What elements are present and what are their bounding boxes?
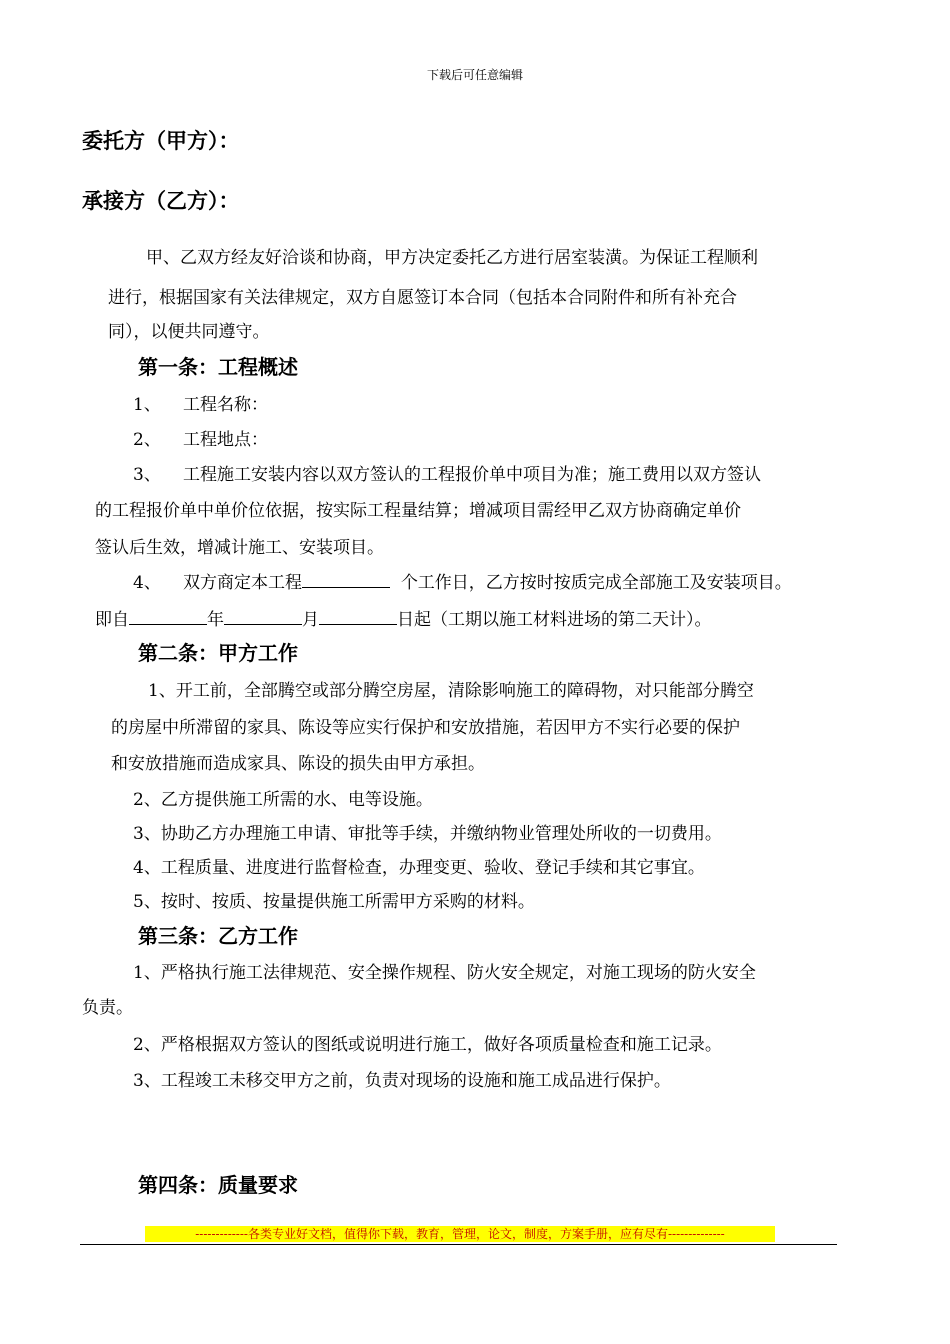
duration-blank[interactable] <box>302 571 390 588</box>
s2-item-2: 2、乙方提供施工所需的水、电等设施。 <box>133 790 433 810</box>
page-header: 下载后可任意编辑 <box>426 68 523 82</box>
s1-item-4-line-1 <box>133 568 792 593</box>
section-2-title: 第二条：甲方工作 <box>138 641 298 665</box>
intro-line-3: 同），以便共同遵守。 <box>108 322 270 342</box>
s1-item-4-text-a: 双方商定本工程 <box>183 573 302 593</box>
s2-item-1-line-2: 的房屋中所滞留的家具、陈设等应实行保护和安放措施，若因甲方不实行必要的保护 <box>111 718 740 738</box>
section-4-title: 第四条：质量要求 <box>138 1173 298 1197</box>
s1-item-3-text: 工程施工安装内容以双方签认的工程报价单中项目为准；施工费用以双方签认 <box>183 465 761 485</box>
s1-item-2 <box>133 425 268 450</box>
s1-item-3-line-2: 的工程报价单中单价位依据，按实际工程量结算；增减项目需经甲乙双方协商确定单价 <box>95 501 741 521</box>
s1-item-4-text-b: 个工作日，乙方按时按质完成全部施工及安装项目。 <box>400 573 792 593</box>
intro-line-1: 甲、乙双方经友好洽谈和协商，甲方决定委托乙方进行居室装潢。为保证工程顺利 <box>146 248 758 268</box>
s3-item-1-line-2: 负责。 <box>82 998 133 1018</box>
s1-item-4-num: 4、 <box>133 573 161 593</box>
contractor-party-label: 承接方（乙方）： <box>82 188 240 213</box>
s1-item-1-num: 1、 <box>133 395 161 415</box>
start-prefix: 即自 <box>95 610 129 630</box>
s3-item-1-line-1: 1、严格执行施工法律规范、安全操作规程、防火安全规定，对施工现场的防火安全 <box>133 963 756 983</box>
s2-item-5: 5、按时、按质、按量提供施工所需甲方采购的材料。 <box>133 892 535 912</box>
day-suffix: 日起（工期以施工材料进场的第二天计）。 <box>397 610 712 630</box>
section-1-title: 第一条：工程概述 <box>138 355 298 379</box>
day-blank[interactable] <box>319 608 397 625</box>
month-blank[interactable] <box>224 608 302 625</box>
s1-item-2-num: 2、 <box>133 430 161 450</box>
section-3-title: 第三条：乙方工作 <box>138 924 298 948</box>
s1-item-4-line-2 <box>95 605 712 630</box>
s1-item-3-line-1 <box>133 460 761 485</box>
month-label: 月 <box>302 610 319 630</box>
client-party-label: 委托方（甲方）： <box>82 128 240 153</box>
intro-line-2: 进行，根据国家有关法律规定，双方自愿签订本合同（包括本合同附件和所有补充合 <box>108 288 737 308</box>
year-blank[interactable] <box>129 608 207 625</box>
footer-divider <box>80 1244 837 1245</box>
s3-item-2: 2、严格根据双方签认的图纸或说明进行施工，做好各项质量检查和施工记录。 <box>133 1035 722 1055</box>
s2-item-1-line-1: 1、开工前，全部腾空或部分腾空房屋，清除影响施工的障碍物，对只能部分腾空 <box>148 681 754 701</box>
year-label: 年 <box>207 610 224 630</box>
s1-item-3-num: 3、 <box>133 465 161 485</box>
s2-item-1-line-3: 和安放措施而造成家具、陈设的损失由甲方承担。 <box>111 754 485 774</box>
s1-item-1 <box>133 390 268 415</box>
footer-banner: -------------各类专业好文档，值得你下载，教育，管理，论文，制度，方案手册，应有尽有-------------- <box>145 1226 775 1242</box>
s1-item-1-text: 工程名称： <box>183 395 268 415</box>
s1-item-2-text: 工程地点： <box>183 430 268 450</box>
s3-item-3: 3、工程竣工未移交甲方之前，负责对现场的设施和施工成品进行保护。 <box>133 1071 671 1091</box>
s2-item-3: 3、协助乙方办理施工申请、审批等手续，并缴纳物业管理处所收的一切费用。 <box>133 824 722 844</box>
s1-item-3-line-3: 签认后生效，增减计施工、安装项目。 <box>95 538 384 558</box>
s2-item-4: 4、工程质量、进度进行监督检查，办理变更、验收、登记手续和其它事宜。 <box>133 858 705 878</box>
